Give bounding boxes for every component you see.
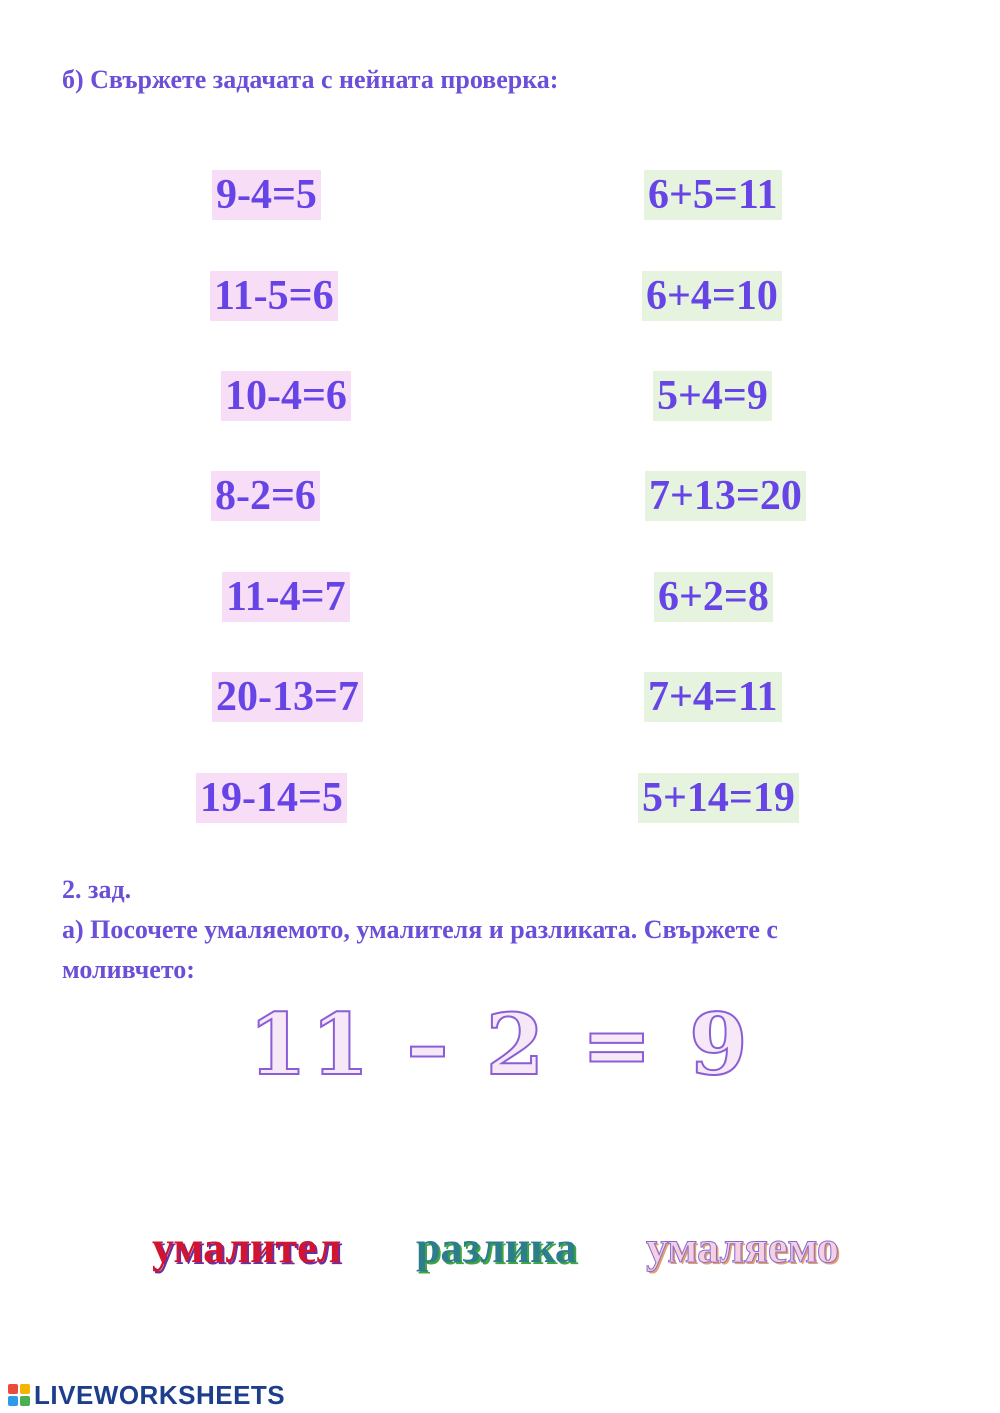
addition-item[interactable]: 5+14=19 xyxy=(638,773,799,823)
brand-name: LIVEWORKSHEETS xyxy=(34,1379,286,1410)
addition-item[interactable]: 6+4=10 xyxy=(642,271,782,321)
term-subtrahend[interactable]: умалител xyxy=(152,1223,342,1272)
task-b-heading: б) Свържете задачата с нейната проверка: xyxy=(62,65,559,94)
outlined-equation: 11 – 2 = 9 xyxy=(248,995,752,1094)
liveworksheets-logo-icon xyxy=(8,1384,30,1406)
subtraction-item[interactable]: 8-2=6 xyxy=(211,471,320,521)
addition-item[interactable]: 6+5=11 xyxy=(644,170,782,220)
subtraction-item[interactable]: 19-14=5 xyxy=(196,773,347,823)
subtraction-item[interactable]: 10-4=6 xyxy=(221,371,351,421)
term-minuend[interactable]: умаляемо xyxy=(646,1223,839,1272)
subtraction-item[interactable]: 11-4=7 xyxy=(222,572,350,622)
task-2-number: 2. зад. xyxy=(62,875,132,904)
addition-item[interactable]: 6+2=8 xyxy=(654,572,773,622)
task-2-instruction-line2: моливчето: xyxy=(62,955,195,984)
task-2-instruction-line1: а) Посочете умаляемото, умалителя и разликата. Свържете с xyxy=(62,915,778,944)
addition-item[interactable]: 7+4=11 xyxy=(644,672,782,722)
addition-item[interactable]: 5+4=9 xyxy=(653,371,772,421)
addition-item[interactable]: 7+13=20 xyxy=(645,471,806,521)
term-difference[interactable]: разлика xyxy=(416,1223,577,1272)
subtraction-item[interactable]: 20-13=7 xyxy=(212,672,363,722)
subtraction-item[interactable]: 11-5=6 xyxy=(210,271,338,321)
subtraction-item[interactable]: 9-4=5 xyxy=(212,170,321,220)
footer-logo xyxy=(8,1380,285,1410)
